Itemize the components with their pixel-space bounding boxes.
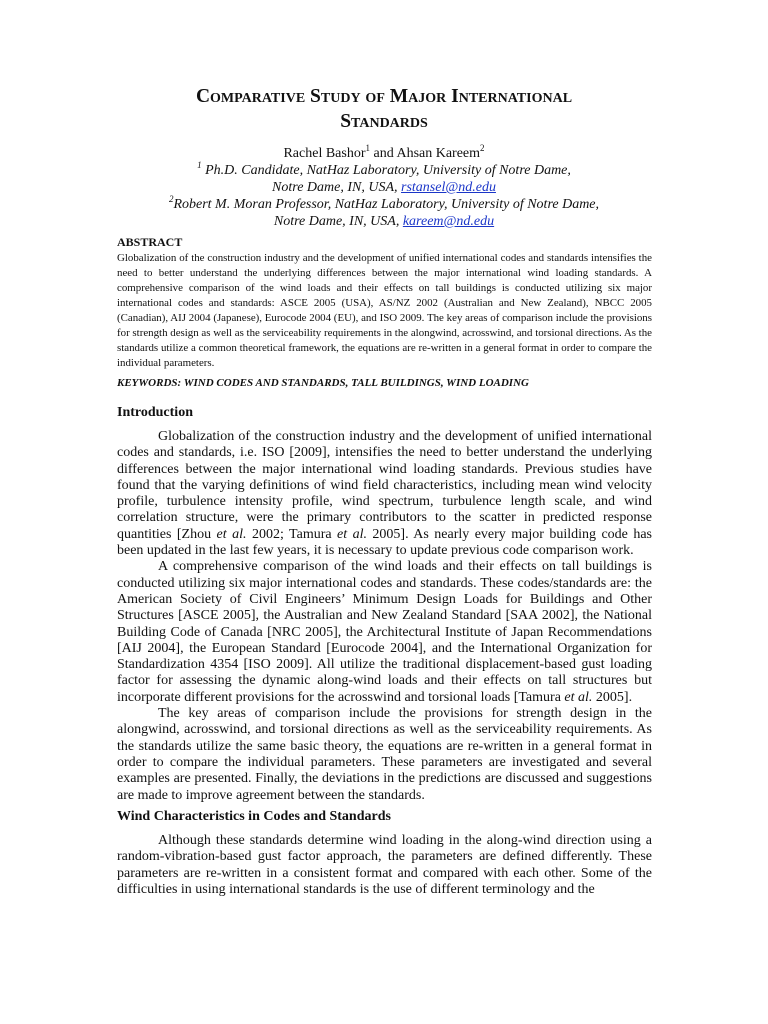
keywords-line: KEYWORDS: WIND CODES AND STANDARDS, TALL BUILDINGS, WIND LOADING [117,377,529,389]
affiliation-2-line-1 [0,196,768,213]
affiliation-1-line-2 [0,179,768,196]
author-and: and [370,146,397,161]
intro-p1-text-a: Globalization of the construction industry and the development of unified international codes and standards, i.e. ISO [2009], intensifies the need to better understand the underlying differences between the major international wind loading standards. Previous studies have found that the varying definitions of wind field characteristics, including mean wind velocity profile, turbulence intensity profile, wind spectrum, turbulence length scale, and wind correlation structure, were the primary contributors to the scatter in predicted response quantities [Zhou [117,429,652,542]
intro-p1-etal-2: et al. [337,526,367,542]
email-link-1[interactable]: rstansel@nd.edu [401,180,496,195]
paper-title-line-2: Standards [340,111,428,132]
intro-paragraph-2 [117,559,652,706]
author-sup-2: 2 [480,143,485,153]
author-name-1: Rachel Bashor [283,146,366,161]
affiliation-1-address: Notre Dame, IN, USA, [272,180,402,195]
paper-title-line-1: Comparative Study of Major International [195,86,573,107]
intro-p2-text-a: A comprehensive comparison of the wind loads and their effects on tall buildings is conducted utilizing six major international codes and standards. These codes/standards are: the American Society of Civil Engineers’ Minimum Design Loads for Buildings and Other Structures [ASCE 2005], the Australian and New Zealand Standard [SAA 2002], the National Building Code of Canada [NRC 2005], the Architectural Institute of Japan Recommendations [AIJ 2004], the European Standard [Eurocode 2004], and the International Organization for Standardization 4354 [ISO 2009]. All utilize the traditional displacement-based gust loading factor for assessing the dynamic along-wind loads and their effects on tall structures but incorporate different provisions for the acrosswind and torsional loads [Tamura [117,559,652,705]
intro-p1-text-c: 2005]. As nearly every major building code has been updated in the last few years, it is necessary to update previous code comparison work. [117,526,652,559]
intro-p1-etal-1: et al. [216,526,247,542]
affiliation-2-line-2 [0,213,768,230]
wind-paragraph-1: Although these standards determine wind loading in the along-wind direction using a random-vibration-based gust factor approach, the parameters are defined differently. These parameters are re-written in a consistent format and compared with each other. Some of the difficulties in using international standards is the use of different terminology and the [117,833,652,897]
wind-characteristics-body [117,833,652,898]
abstract-text: Globalization of the construction industry and the development of unified international codes and standards intensifies the need to better understand the underlying differences between the major international wind loading standards. A comprehensive comparison of the wind loads and their effects on tall buildings is conducted utilizing six major international codes and standards: ASCE 2005 (USA), AS/NZ 2002 (Australian and New Zealand), NBCC 2005 (Canadian), AIJ 2004 (Japanese), Eurocode 2004 (EU), and ISO 2009. The key areas of comparison include the provisions for strength design as well as the serviceability requirements in the alongwind, acrosswind, and torsional directions. As the standards utilize a common theoretical framework, the equations are re-written in a general format in order to compare the individual parameters. [117,252,652,370]
author-line [0,145,768,162]
affiliation-2-address: Notre Dame, IN, USA, [273,214,403,229]
intro-p2-etal: et al. [564,689,593,705]
affiliation-2-sup: 2 [168,194,174,204]
author-name-2: Ahsan Kareem [396,146,481,161]
email-link-2[interactable]: kareem@nd.edu [402,214,495,229]
affiliation-1-text: Ph.D. Candidate, NatHaz Laboratory, University of Notre Dame, [201,163,571,178]
author-sup-1: 1 [365,143,370,153]
affiliation-2-text: Robert M. Moran Professor, NatHaz Laboratory, University of Notre Dame, [173,197,600,212]
introduction-body [117,429,652,804]
section-heading-introduction: Introduction [117,405,193,420]
intro-paragraph-1 [117,429,652,559]
affiliation-1-line-1 [0,162,768,179]
intro-p2-text-b: 2005]. [592,689,633,705]
intro-p1-text-b: 2002; Tamura [246,526,338,542]
abstract-heading: ABSTRACT [117,235,183,249]
section-heading-wind-characteristics: Wind Characteristics in Codes and Standards [117,809,391,824]
intro-paragraph-3: The key areas of comparison include the provisions for strength design in the alongwind, acrosswind, and torsional directions as well as the serviceability requirements. As the standards utilize the same basic theory, the equations are re-written in a general format in order to compare the individual parameters. These parameters are investigated and several examples are presented. Finally, the deviations in the predictions are discussed and suggestions are made to improve agreement between the standards. [117,706,652,803]
affiliation-1-sup: 1 [197,160,202,170]
